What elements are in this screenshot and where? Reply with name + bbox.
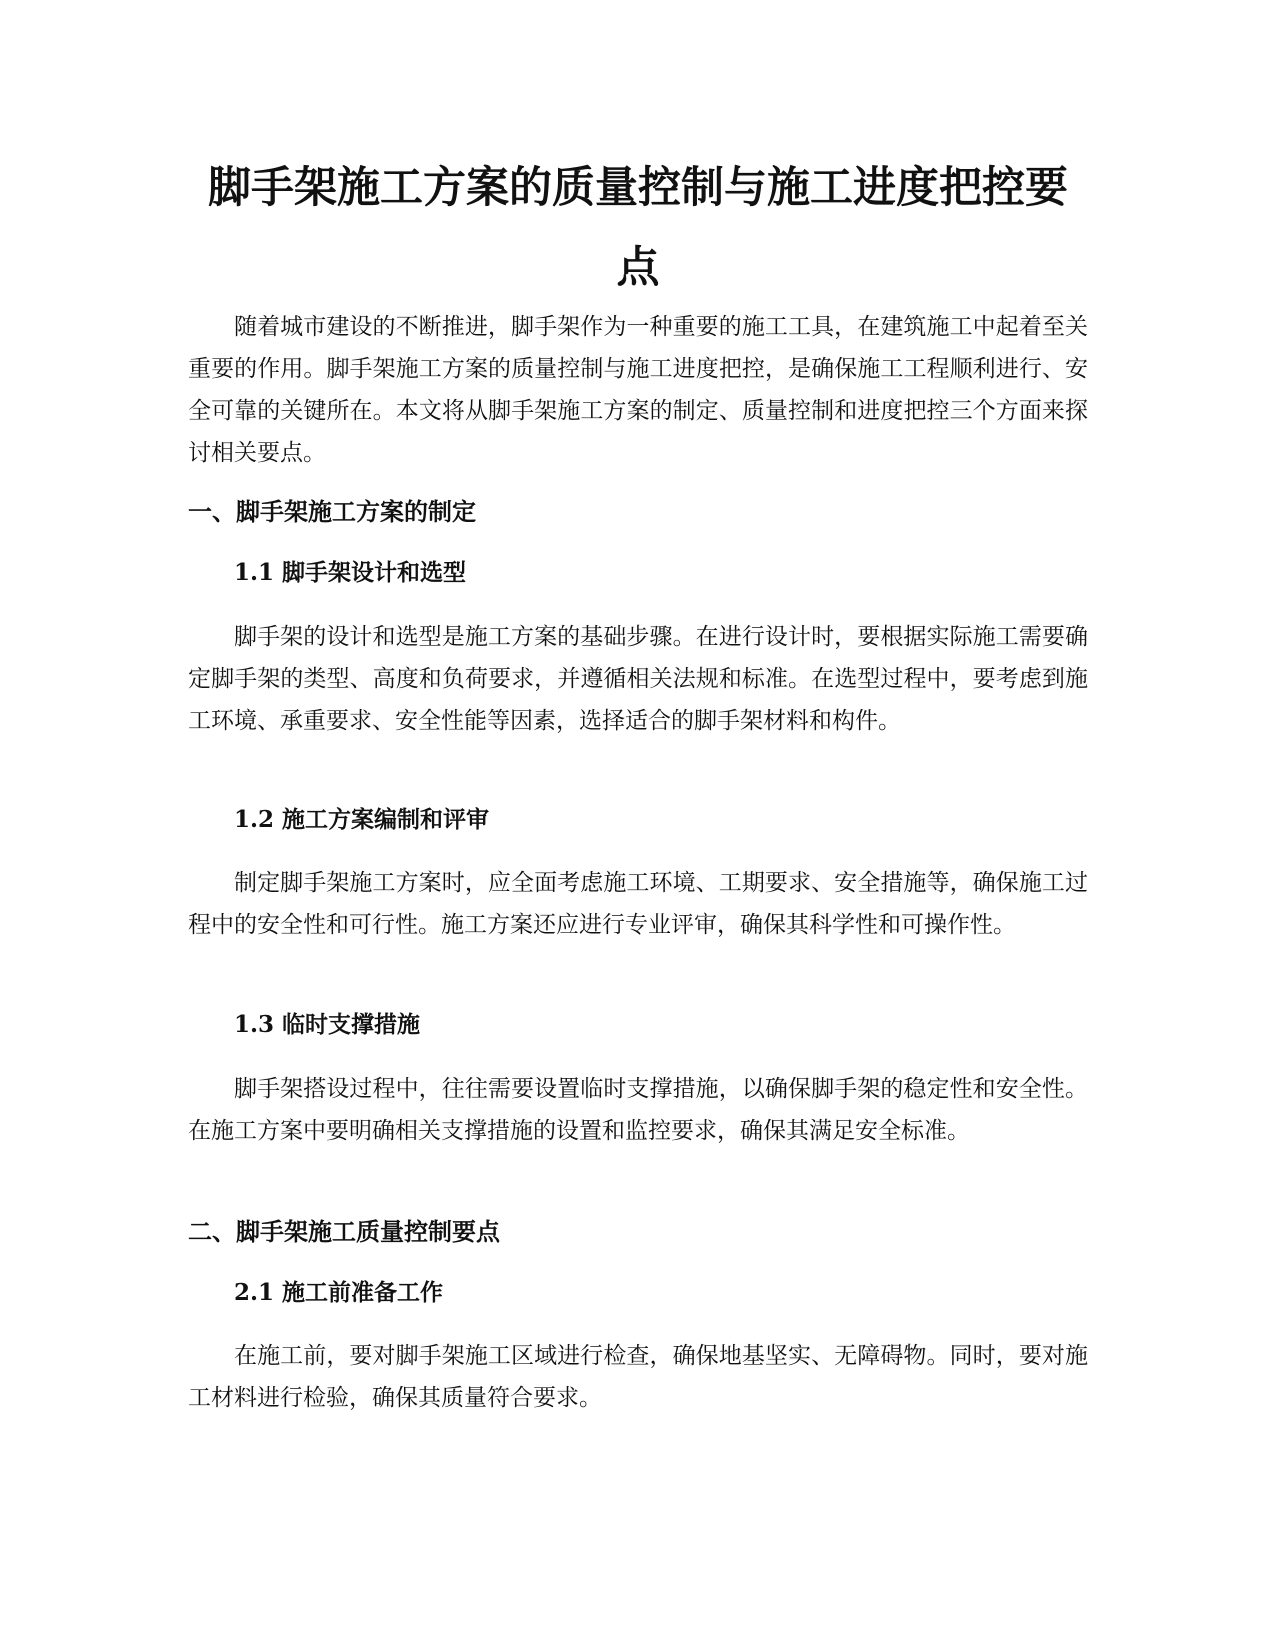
subsection-1-3-body: 脚手架搭设过程中，往往需要设置临时支撑措施，以确保脚手架的稳定性和安全性。在施工方案中要明确相关支撑措施的设置和监控要求，确保其满足安全标准。 — [188, 1076, 1088, 1144]
document-title: 脚手架施工方案的质量控制与施工进度把控要点 — [208, 163, 1068, 293]
subsection-2-1-body: 在施工前，要对脚手架施工区域进行检查，确保地基坚实、无障碍物。同时，要对施工材料进行检验，确保其质量符合要求。 — [188, 1343, 1088, 1411]
subsection-1-2-heading: 1.2 施工方案编制和评审 — [234, 806, 490, 833]
subsection-1-2-body: 制定脚手架施工方案时，应全面考虑施工环境、工期要求、安全措施等，确保施工过程中的安全性和可行性。施工方案还应进行专业评审，确保其科学性和可操作性。 — [188, 870, 1088, 938]
subsection-1-1-heading: 1.1 脚手架设计和选型 — [234, 559, 467, 586]
section-2-heading: 二、脚手架施工质量控制要点 — [188, 1218, 500, 1246]
subsection-1-3-heading: 1.3 临时支撑措施 — [234, 1011, 421, 1038]
section-1-heading: 一、脚手架施工方案的制定 — [188, 498, 476, 526]
subsection-2-1-heading: 2.1 施工前准备工作 — [234, 1279, 444, 1306]
subsection-1-1-body: 脚手架的设计和选型是施工方案的基础步骤。在进行设计时，要根据实际施工需要确定脚手架的类型、高度和负荷要求，并遵循相关法规和标准。在选型过程中，要考虑到施工环境、承重要求、安全性能等因素，选择适合的脚手架材料和构件。 — [188, 624, 1088, 734]
intro-paragraph: 随着城市建设的不断推进，脚手架作为一种重要的施工工具，在建筑施工中起着至关重要的作用。脚手架施工方案的质量控制与施工进度把控，是确保施工工程顺利进行、安全可靠的关键所在。本文将从脚手架施工方案的制定、质量控制和进度把控三个方面来探讨相关要点。 — [188, 314, 1088, 466]
